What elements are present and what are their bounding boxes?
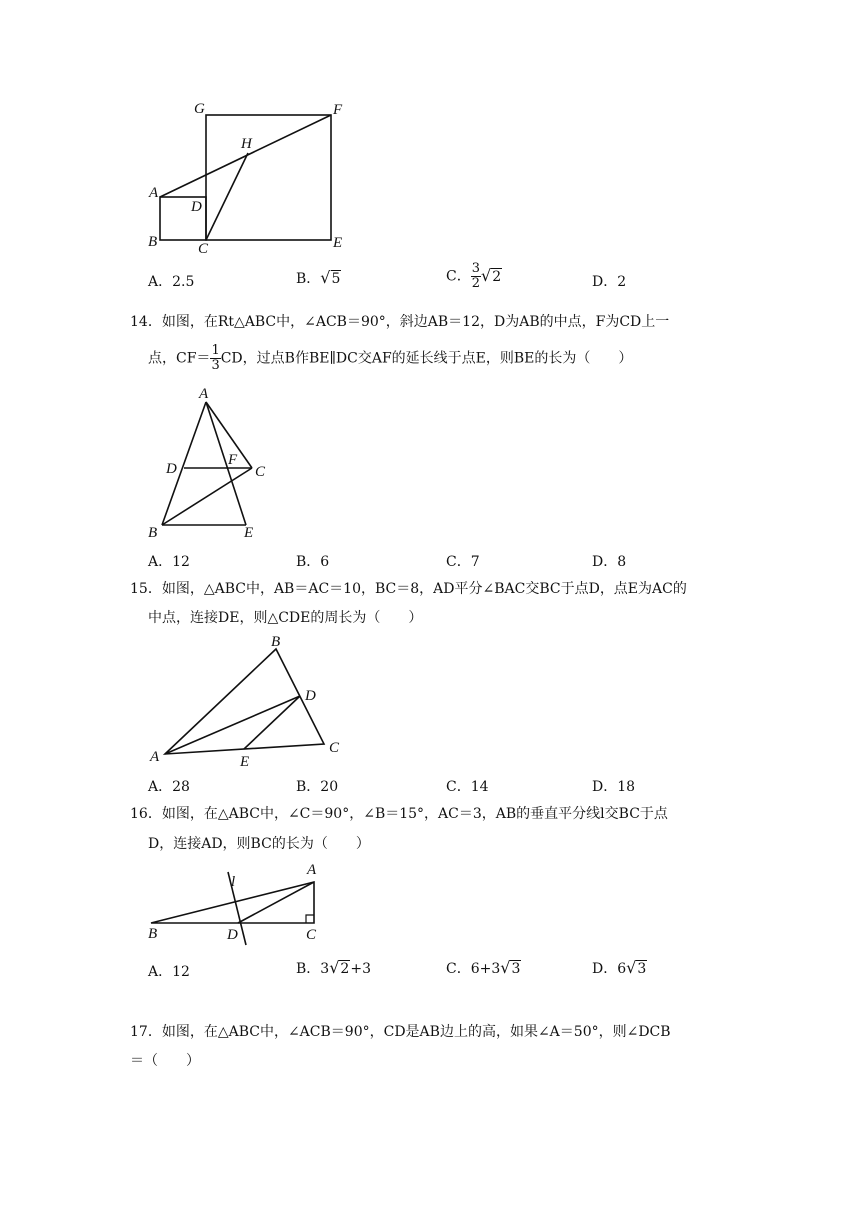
radicand: 5 (331, 271, 341, 287)
label-d: D (305, 688, 316, 704)
q14-option-b[interactable] (296, 551, 329, 571)
label-c: C (306, 927, 317, 943)
q16-stem-line2: D，连接AD，则BC的长为（ ） (148, 836, 370, 852)
stem-text: 点，CF＝ (148, 350, 211, 367)
fraction-numerator: 1 (211, 343, 220, 358)
option-letter: D． (592, 554, 618, 570)
option-letter: A． (148, 964, 173, 980)
option-letter: A． (148, 779, 173, 795)
label-d: D (227, 927, 238, 943)
label-f: F (333, 102, 343, 118)
option-text: 28 (172, 779, 190, 795)
q17-stem-line2: ＝（ ） (130, 1053, 200, 1069)
label-d: D (166, 461, 177, 477)
fraction-numerator: 3 (471, 261, 480, 276)
option-letter: A． (148, 554, 173, 570)
label-a: A (199, 386, 209, 402)
q16-figure (140, 858, 340, 948)
label-h: H (241, 136, 252, 152)
sqrt-expression: √5 (320, 268, 341, 287)
segment-af (160, 115, 331, 197)
sqrt-expression: √3 (500, 958, 521, 977)
label-a: A (149, 185, 159, 201)
option-letter: C． (446, 268, 471, 285)
q15-stem-line1: 15．如图，△ABC中，AB＝AC＝10，BC＝8，AD平分∠BAC交BC于点D，点E为AC的 (130, 581, 687, 597)
q13-figure (140, 95, 360, 260)
label-g: G (194, 101, 205, 117)
q15-option-b[interactable] (296, 776, 338, 796)
option-letter: D． (592, 779, 618, 795)
label-e: E (333, 235, 343, 251)
q16-option-d[interactable] (592, 958, 647, 978)
option-text: 12 (172, 964, 190, 980)
q13-option-b[interactable] (296, 268, 341, 288)
segment-ch (206, 153, 248, 240)
fraction (210, 344, 220, 373)
label-b: B (148, 234, 158, 250)
label-e: E (244, 525, 254, 541)
q13-option-a[interactable] (148, 271, 194, 291)
q16-stem-line1: 16．如图，在△ABC中，∠C＝90°，∠B＝15°，AC＝3，AB的垂直平分线l交BC于点 (130, 806, 668, 822)
segment-ad (165, 696, 300, 754)
radicand: 3 (511, 961, 521, 977)
q14-figure (140, 380, 290, 545)
option-letter: C． (446, 961, 471, 977)
label-b: B (148, 525, 158, 541)
fraction (471, 262, 481, 291)
q17-stem-line1: 17．如图，在△ABC中，∠ACB＝90°，CD是AB边上的高，如果∠A＝50°，则∠DCB (130, 1024, 671, 1040)
option-text: 6 (320, 554, 330, 570)
q15-option-a[interactable] (148, 776, 190, 796)
option-post: +3 (350, 961, 371, 977)
q15-option-c[interactable] (446, 776, 489, 796)
label-d: D (191, 199, 202, 215)
option-pre: 6 (617, 961, 627, 977)
q15-option-d[interactable] (592, 776, 635, 796)
option-letter: D． (592, 274, 618, 290)
option-letter: B． (296, 779, 321, 795)
option-letter: C． (446, 554, 471, 570)
q15-figure (140, 630, 350, 775)
sqrt-expression: √2 (329, 958, 350, 977)
label-a: A (150, 749, 160, 765)
option-letter: C． (446, 779, 471, 795)
label-b: B (271, 634, 281, 650)
radicand: 3 (637, 961, 647, 977)
option-letter: B． (296, 961, 321, 977)
option-text: 14 (470, 779, 489, 795)
segment-de (244, 696, 300, 749)
label-b: B (148, 926, 158, 942)
option-text: 7 (470, 554, 480, 570)
q16-option-a[interactable] (148, 961, 190, 981)
q16-option-b[interactable] (296, 958, 371, 978)
q14-option-c[interactable] (446, 551, 480, 571)
label-c: C (198, 241, 209, 257)
label-e: E (240, 754, 250, 770)
label-l: l (231, 874, 236, 890)
square-cefg (206, 115, 331, 240)
sqrt-expression: √3 (626, 958, 647, 977)
q14-option-a[interactable] (148, 551, 190, 571)
option-text: 18 (617, 779, 636, 795)
option-text: 2.5 (172, 274, 195, 290)
option-pre: 6+3 (470, 961, 501, 977)
q14-option-d[interactable] (592, 551, 626, 571)
label-a: A (307, 862, 317, 878)
label-c: C (329, 740, 340, 756)
sqrt-expression: √2 (481, 265, 502, 285)
right-angle-mark (306, 915, 314, 923)
label-f: F (228, 452, 238, 468)
q13-option-d[interactable] (592, 271, 626, 291)
option-letter: B． (296, 271, 321, 287)
stem-text: CD，过点B作BE∥DC交AF的延长线于点E，则BE的长为（ ） (220, 350, 633, 367)
q14-stem-line2 (148, 344, 632, 373)
q16-option-c[interactable] (446, 958, 521, 978)
triangle-abc (165, 649, 324, 754)
option-text: 20 (320, 779, 339, 795)
label-c: C (255, 464, 266, 480)
q13-option-c[interactable] (446, 262, 502, 291)
option-pre: 3 (320, 961, 330, 977)
radicand: 2 (340, 961, 350, 977)
option-letter: A． (148, 274, 173, 290)
segment-ad (238, 882, 314, 923)
option-text: 2 (617, 274, 627, 290)
option-letter: D． (592, 961, 618, 977)
q15-stem-line2: 中点，连接DE，则△CDE的周长为（ ） (148, 610, 423, 626)
radicand: 2 (492, 268, 502, 285)
option-letter: B． (296, 554, 321, 570)
fraction-denominator: 3 (211, 358, 220, 373)
q14-stem-line1: 14．如图，在Rt△ABC中，∠ACB＝90°，斜边AB＝12，D为AB的中点，F为CD上一 (130, 314, 670, 330)
fraction-denominator: 2 (471, 276, 480, 291)
option-text: 8 (617, 554, 627, 570)
segment-ae (206, 402, 246, 525)
option-text: 12 (172, 554, 190, 570)
